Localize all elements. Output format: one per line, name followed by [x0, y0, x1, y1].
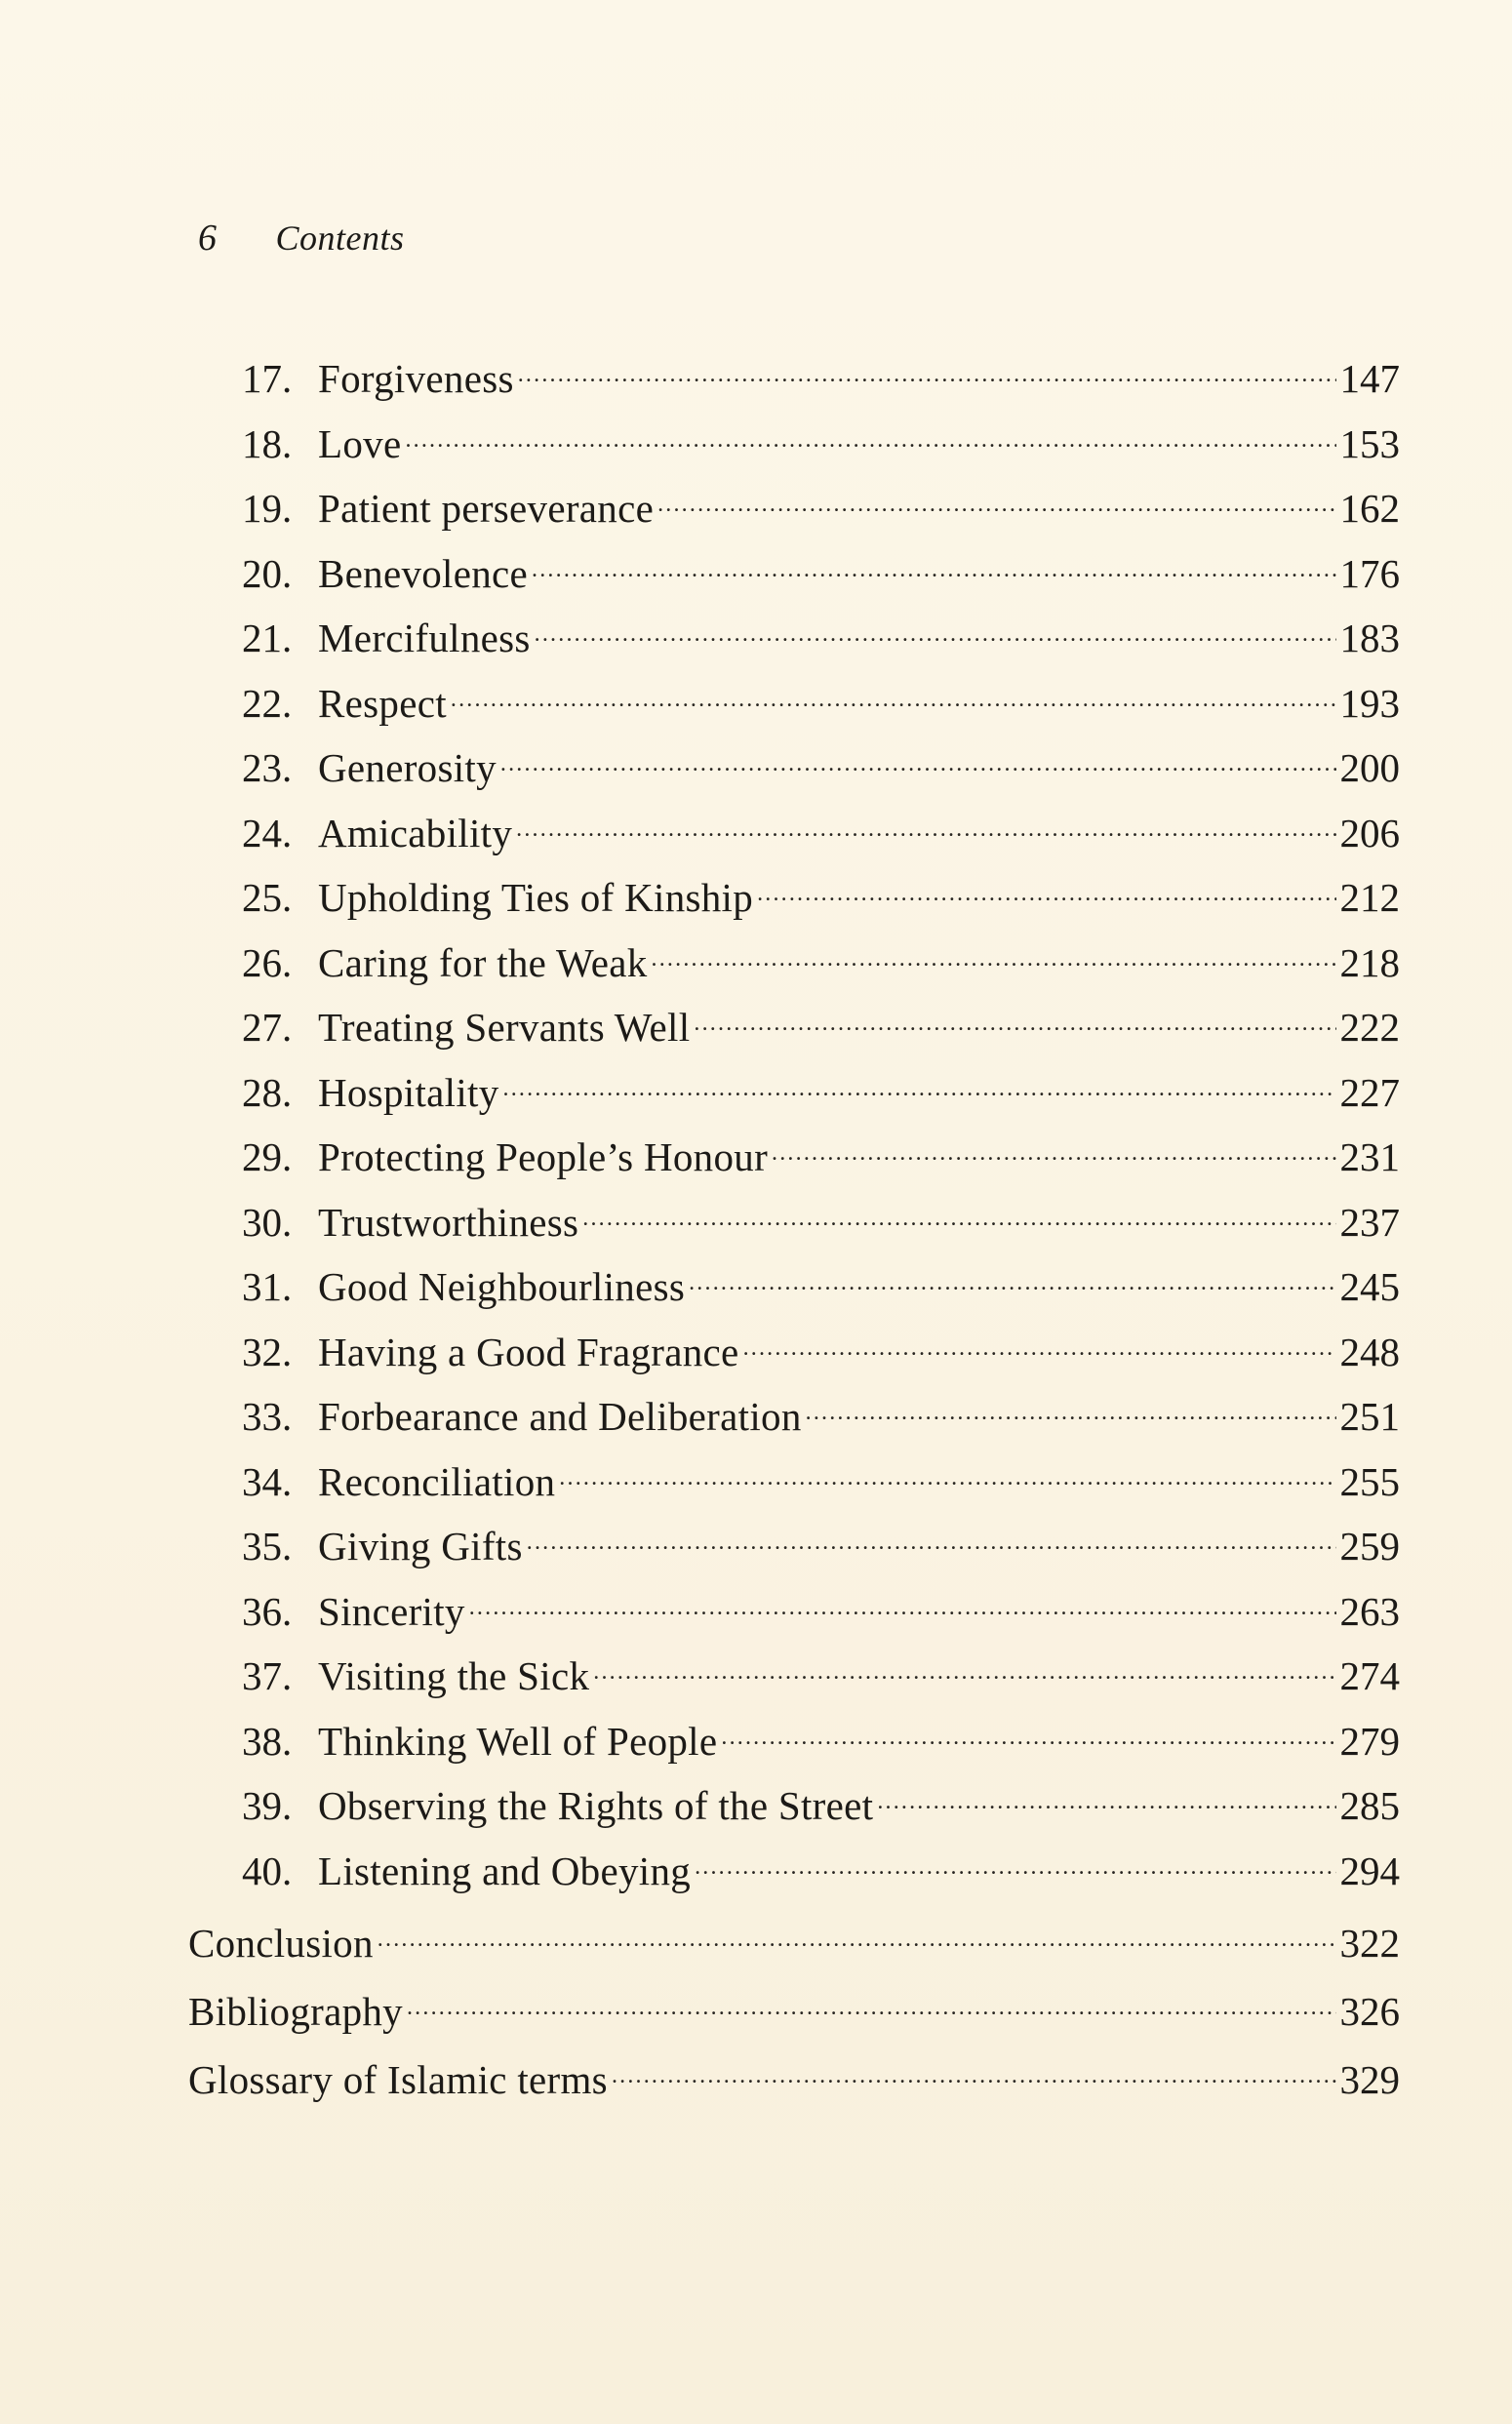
toc-entry-title: Love	[318, 420, 402, 466]
toc-entry-number: 25.	[242, 875, 293, 920]
toc-entry-title: Mercifulness	[318, 616, 531, 660]
toc-entry-title: Caring for the Weak	[318, 939, 648, 985]
toc-entry-page: 176	[1339, 550, 1400, 596]
dot-leader	[518, 338, 1336, 392]
dot-leader	[689, 1246, 1335, 1300]
toc-entry-title: Reconciliation	[318, 1458, 556, 1504]
dot-leader	[657, 467, 1335, 522]
toc-entry-number: 22.	[242, 680, 293, 726]
toc-entry-page: 162	[1339, 486, 1400, 531]
toc-entry-number: 36.	[242, 1588, 293, 1634]
toc-entry-title: Treating Servants Well	[318, 1005, 691, 1050]
toc-entry	[242, 1311, 1400, 1374]
toc-entry	[242, 1116, 1400, 1179]
toc-entry-number: 27.	[242, 1005, 293, 1050]
toc-entry	[242, 1570, 1400, 1634]
toc-entry-page: 218	[1339, 939, 1400, 985]
toc-entry-page: 183	[1339, 616, 1400, 660]
toc-entry	[242, 467, 1400, 531]
toc-entry-number: 39.	[242, 1783, 293, 1828]
back-matter-title: Conclusion	[188, 1921, 374, 1966]
toc-entry-number: 23.	[242, 745, 293, 790]
dot-leader	[806, 1375, 1336, 1430]
toc-entry	[242, 1635, 1400, 1698]
toc-entry-page: 200	[1339, 745, 1400, 790]
dot-leader	[503, 1052, 1336, 1106]
toc-entry-title: Generosity	[318, 745, 497, 790]
dot-leader	[378, 1902, 1336, 1957]
toc-entry-number: 33.	[242, 1394, 293, 1439]
toc-entry-title: Protecting People’s Honour	[318, 1134, 769, 1179]
dot-leader	[527, 1505, 1336, 1560]
back-matter-page: 329	[1339, 2057, 1400, 2102]
toc-entry-page: 153	[1339, 420, 1400, 466]
toc-entry-page: 279	[1339, 1718, 1400, 1764]
back-matter-entry	[188, 2039, 1400, 2102]
toc-entry	[242, 1700, 1400, 1764]
toc-entry	[242, 533, 1400, 596]
toc-entry	[242, 922, 1400, 985]
dot-leader	[405, 403, 1335, 457]
toc-entry-number: 26.	[242, 939, 293, 985]
toc-entry-page: 263	[1339, 1588, 1400, 1634]
dot-leader	[743, 1311, 1336, 1366]
toc-entry-page: 147	[1339, 356, 1400, 401]
back-matter-title: Bibliography	[188, 1989, 403, 2034]
toc-entry	[242, 1375, 1400, 1439]
toc-entry-number: 20.	[242, 550, 293, 596]
toc-entry-title: Visiting the Sick	[318, 1653, 590, 1698]
toc-entry-page: 294	[1339, 1848, 1400, 1893]
toc-entry	[242, 1052, 1400, 1115]
toc-entry	[242, 1181, 1400, 1245]
toc-entry-page: 206	[1339, 810, 1400, 855]
dot-leader	[500, 727, 1336, 781]
dot-leader	[516, 792, 1335, 847]
running-head	[198, 217, 405, 259]
toc-entry-page: 259	[1339, 1524, 1400, 1569]
toc-entry-page: 255	[1339, 1458, 1400, 1504]
dot-leader	[559, 1441, 1335, 1495]
dot-leader	[695, 1830, 1335, 1885]
toc-entry-number: 24.	[242, 810, 293, 855]
toc-entry-title: Giving Gifts	[318, 1524, 523, 1569]
toc-entry-number: 32.	[242, 1329, 293, 1374]
toc-entry	[242, 662, 1400, 726]
dot-leader	[757, 856, 1335, 911]
back-matter-page: 322	[1339, 1921, 1400, 1966]
toc-entry-page: 193	[1339, 680, 1400, 726]
page-number: 6	[198, 218, 218, 258]
toc-entry	[242, 1830, 1400, 1893]
toc-entry-number: 37.	[242, 1653, 293, 1698]
toc-entry-number: 29.	[242, 1134, 293, 1179]
section-title: Contents	[275, 219, 405, 258]
back-matter-entry	[188, 1902, 1400, 1966]
toc-entry-number: 19.	[242, 486, 293, 531]
toc-entry-page: 222	[1339, 1005, 1400, 1050]
dot-leader	[772, 1116, 1335, 1171]
toc-entry-title: Amicability	[318, 810, 513, 855]
toc-entry-number: 35.	[242, 1524, 293, 1569]
toc-entry-title: Thinking Well of People	[318, 1718, 718, 1764]
toc-entry-number: 40.	[242, 1848, 293, 1893]
toc-entry	[242, 792, 1400, 855]
toc-entry-page: 274	[1339, 1653, 1400, 1698]
toc-entry	[242, 727, 1400, 790]
toc-entry	[242, 986, 1400, 1050]
toc-entry-title: Hospitality	[318, 1069, 499, 1115]
toc-entry-number: 30.	[242, 1199, 293, 1245]
dot-leader	[535, 597, 1336, 652]
toc-entry-number: 34.	[242, 1458, 293, 1504]
toc-entry	[242, 1441, 1400, 1504]
dot-leader	[652, 922, 1336, 976]
toc-entry	[242, 338, 1400, 401]
toc-entry-page: 231	[1339, 1134, 1400, 1179]
toc-entry-title: Observing the Rights of the Street	[318, 1783, 874, 1828]
toc-entry-page: 227	[1339, 1069, 1400, 1115]
toc-entry	[242, 1505, 1400, 1569]
toc-entry-title: Sincerity	[318, 1588, 465, 1634]
toc-entry	[242, 403, 1400, 466]
toc-entry-number: 21.	[242, 616, 293, 660]
toc-entry-title: Trustworthiness	[318, 1199, 579, 1245]
toc-entry	[242, 856, 1400, 920]
toc-entry-title: Patient perseverance	[318, 486, 655, 531]
toc-entry-number: 38.	[242, 1718, 293, 1764]
toc-entry-title: Forbearance and Deliberation	[318, 1394, 802, 1439]
toc-entry-title: Forgiveness	[318, 356, 514, 401]
toc-entry-title: Having a Good Fragrance	[318, 1329, 739, 1374]
toc-entry	[242, 597, 1400, 660]
toc-entry-number: 31.	[242, 1264, 293, 1309]
dot-leader	[593, 1635, 1335, 1689]
dot-leader	[582, 1181, 1335, 1236]
dot-leader	[451, 662, 1336, 717]
toc-entry-page: 285	[1339, 1783, 1400, 1828]
toc-entry-title: Respect	[318, 680, 447, 726]
toc-entry-page: 237	[1339, 1199, 1400, 1245]
back-matter-entry	[188, 1970, 1400, 2034]
toc-entry-title: Benevolence	[318, 550, 529, 596]
toc-entry-number: 28.	[242, 1069, 293, 1115]
dot-leader	[877, 1765, 1335, 1819]
toc-entry-title: Listening and Obeying	[318, 1848, 692, 1893]
back-matter-title: Glossary of Islamic terms	[188, 2057, 608, 2102]
dot-leader	[532, 533, 1335, 587]
toc-entry-title: Good Neighbourliness	[318, 1264, 686, 1309]
dot-leader	[694, 986, 1335, 1041]
toc-entry-number: 17.	[242, 356, 293, 401]
dot-leader	[612, 2039, 1336, 2093]
toc-entry	[242, 1765, 1400, 1828]
back-matter-page: 326	[1339, 1989, 1400, 2034]
toc-entry-page: 248	[1339, 1329, 1400, 1374]
dot-leader	[469, 1570, 1336, 1625]
toc-entry-page: 251	[1339, 1394, 1400, 1439]
toc-entry-page: 212	[1339, 875, 1400, 920]
dot-leader	[721, 1700, 1335, 1755]
toc-entry-number: 18.	[242, 420, 293, 466]
toc-entry	[242, 1246, 1400, 1309]
toc-entry-title: Upholding Ties of Kinship	[318, 875, 754, 920]
dot-leader	[407, 1970, 1336, 2025]
toc-entry-page: 245	[1339, 1264, 1400, 1309]
